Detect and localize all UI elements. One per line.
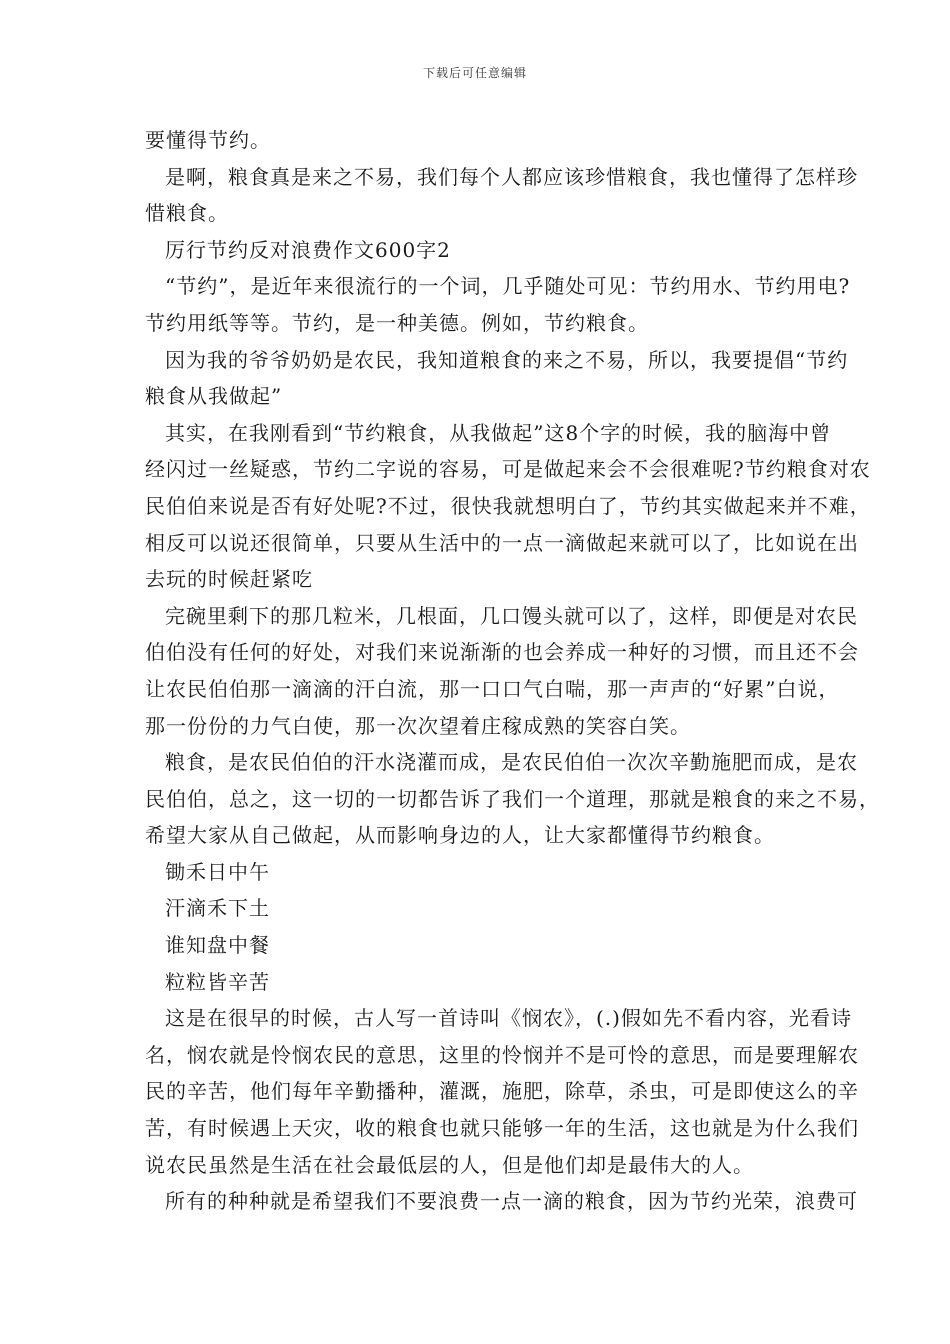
text-line: 民的辛苦，他们每年辛勤播种，灌溉，施肥，除草，杀虫，可是即使这么的辛 <box>145 1079 859 1104</box>
text-line: 说农民虽然是生活在社会最低层的人，但是他们却是最伟大的人。 <box>145 1152 754 1177</box>
text-line: 让农民伯伯那一滴滴的汗白流，那一口口气白喘，那一声声的“好累”白说， <box>145 676 840 701</box>
text-line: 锄禾日中午 <box>165 859 270 884</box>
text-line: 其实，在我刚看到“节约粮食，从我做起”这8个字的时候，我的脑海中曾 <box>165 420 832 445</box>
document-body <box>145 122 880 1220</box>
text-line: 苦，有时候遇上天灾，收的粮食也就只能够一年的生活，这也就是为什么我们 <box>145 1116 859 1141</box>
text-line: 希望大家从自己做起，从而影响身边的人，让大家都懂得节约粮食。 <box>145 823 775 848</box>
text-line: 粮食从我做起” <box>145 384 283 409</box>
text-line: 完碗里剩下的那几粒米，几根面，几口馒头就可以了，这样，即便是对农民 <box>165 603 858 628</box>
text-line: 民伯伯，总之，这一切的一切都告诉了我们一个道理，那就是粮食的来之不易， <box>145 786 880 811</box>
text-line: 经闪过一丝疑惑，节约二字说的容易，可是做起来会不会很难呢?节约粮食对农 <box>145 457 871 482</box>
text-line: 民伯伯来说是否有好处呢?不过，很快我就想明白了，节约其实做起来并不难， <box>145 493 871 518</box>
text-line: 惜粮食。 <box>145 201 229 226</box>
text-line: 名，悯农就是怜悯农民的意思，这里的怜悯并不是可怜的意思，而是要理解农 <box>145 1042 859 1067</box>
text-line: 是啊，粮食真是来之不易，我们每个人都应该珍惜粮食，我也懂得了怎样珍 <box>165 164 858 189</box>
text-line: “节约”，是近年来很流行的一个词，几乎随处可见：节约用水、节约用电? <box>165 274 851 299</box>
text-line: 这是在很早的时候，古人写一首诗叫《悯农》，(.)假如先不看内容，光看诗 <box>165 1006 852 1031</box>
text-line: 那一份份的力气白使，那一次次望着庄稼成熟的笑容白笑。 <box>145 713 691 738</box>
text-line: 去玩的时候赶紧吃 <box>145 567 313 592</box>
text-line: 粮食，是农民伯伯的汗水浇灌而成，是农民伯伯一次次辛勤施肥而成，是农 <box>165 750 858 775</box>
page-header: 下载后可任意编辑 <box>422 66 527 80</box>
text-line: 伯伯没有任何的好处，对我们来说渐渐的也会养成一种好的习惯，而且还不会 <box>145 640 859 665</box>
text-line: 节约用纸等等。节约，是一种美德。例如，节约粮食。 <box>145 310 649 335</box>
text-line: 因为我的爷爷奶奶是农民，我知道粮食的来之不易，所以，我要提倡“节约 <box>165 347 849 372</box>
text-line: 要懂得节约。 <box>145 128 271 152</box>
text-line: 汗滴禾下土 <box>165 896 270 921</box>
text-line: 谁知盘中餐 <box>165 933 270 958</box>
text-line: 相反可以说还很简单，只要从生活中的一点一滴做起来就可以了，比如说在出 <box>145 530 859 555</box>
text-line: 所有的种种就是希望我们不要浪费一点一滴的粮食，因为节约光荣，浪费可 <box>165 1189 858 1214</box>
text-line: 粒粒皆辛苦 <box>165 969 270 994</box>
text-line: 厉行节约反对浪费作文600字2 <box>165 237 451 262</box>
